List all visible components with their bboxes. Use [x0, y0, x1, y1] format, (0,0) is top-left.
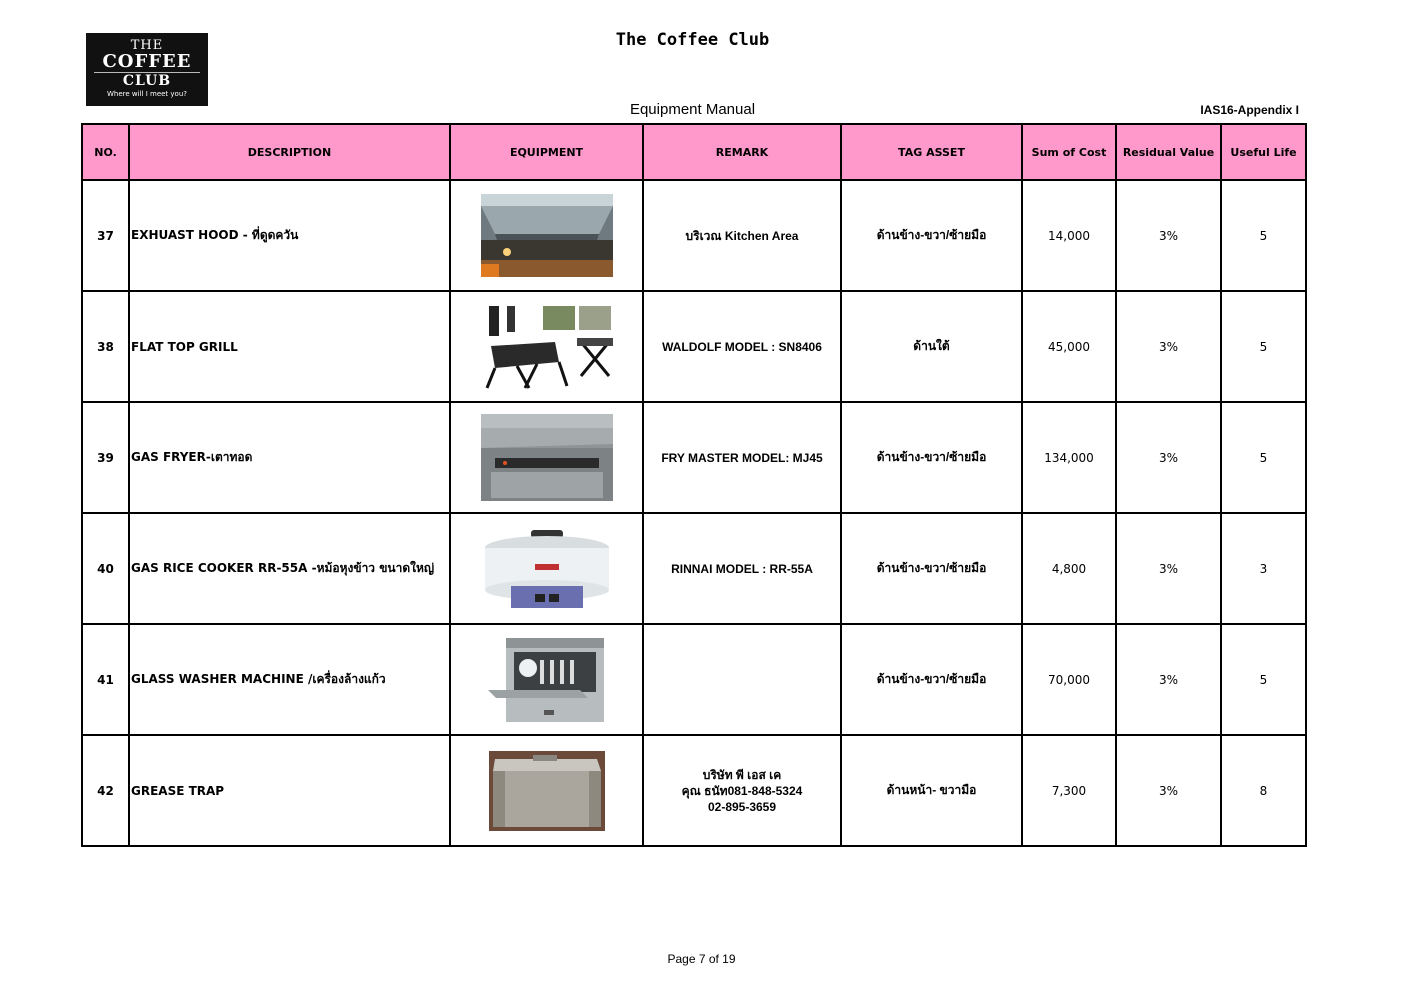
cell-no: 41 — [82, 624, 129, 735]
cell-no: 39 — [82, 402, 129, 513]
cell-description: GAS RICE COOKER RR-55A -หม้อหุงข้าว ขนาดใหญ่ — [129, 513, 450, 624]
cell-residual-value: 3% — [1116, 735, 1221, 846]
cell-sum-of-cost: 70,000 — [1022, 624, 1116, 735]
cell-description: GLASS WASHER MACHINE /เครื่องล้างแก้ว — [129, 624, 450, 735]
cell-sum-of-cost: 7,300 — [1022, 735, 1116, 846]
cell-useful-life: 5 — [1221, 624, 1306, 735]
cell-residual-value: 3% — [1116, 291, 1221, 402]
cell-sum-of-cost: 4,800 — [1022, 513, 1116, 624]
table-row — [82, 735, 1306, 846]
cell-equipment — [450, 402, 643, 513]
cell-useful-life: 3 — [1221, 513, 1306, 624]
cell-no: 37 — [82, 180, 129, 291]
table-row — [82, 291, 1306, 402]
cell-residual-value: 3% — [1116, 513, 1221, 624]
cell-remark — [643, 735, 841, 846]
page-number: Page 7 of 19 — [667, 952, 736, 966]
cell-remark — [643, 291, 841, 402]
appendix-label: IAS16-Appendix I — [1200, 103, 1299, 117]
glass-washer-photo — [484, 634, 610, 726]
logo-line-3: CLUB — [122, 73, 172, 89]
document-title: Equipment Manual — [629, 101, 756, 118]
cell-tag-asset: ด้านหน้า- ขวามือ — [841, 735, 1022, 846]
cell-residual-value: 3% — [1116, 402, 1221, 513]
cell-description: GREASE TRAP — [129, 735, 450, 846]
table-row — [82, 513, 1306, 624]
col-header-equipment: EQUIPMENT — [450, 124, 643, 180]
cell-no: 40 — [82, 513, 129, 624]
cell-equipment — [450, 624, 643, 735]
cell-useful-life: 8 — [1221, 735, 1306, 846]
company-title: The Coffee Club — [615, 30, 770, 50]
cell-no: 42 — [82, 735, 129, 846]
col-header-sum-of-cost: Sum of Cost — [1022, 124, 1116, 180]
cell-sum-of-cost: 134,000 — [1022, 402, 1116, 513]
exhaust-hood-photo — [481, 194, 613, 277]
logo-tagline: Where will I meet you? — [107, 90, 187, 98]
header-row — [82, 124, 1306, 180]
cell-residual-value: 3% — [1116, 624, 1221, 735]
cell-remark — [643, 402, 841, 513]
cell-equipment — [450, 513, 643, 624]
cell-residual-value: 3% — [1116, 180, 1221, 291]
cell-no: 38 — [82, 291, 129, 402]
grill-photo — [477, 302, 617, 392]
cell-tag-asset: ด้านข้าง-ขวา/ซ้ายมือ — [841, 402, 1022, 513]
remark-line: WALDOLF MODEL : SN8406 — [662, 339, 822, 354]
cell-useful-life: 5 — [1221, 402, 1306, 513]
col-header-residual-value: Residual Value — [1116, 124, 1221, 180]
remark-line: บริเวณ Kitchen Area — [685, 228, 799, 243]
col-header-tag-asset: TAG ASSET — [841, 124, 1022, 180]
cell-tag-asset: ด้านข้าง-ขวา/ซ้ายมือ — [841, 513, 1022, 624]
table-row — [82, 180, 1306, 291]
cell-sum-of-cost: 45,000 — [1022, 291, 1116, 402]
cell-remark — [643, 624, 841, 735]
col-header-useful-life: Useful Life — [1221, 124, 1306, 180]
cell-useful-life: 5 — [1221, 180, 1306, 291]
col-header-remark: REMARK — [643, 124, 841, 180]
cell-sum-of-cost: 14,000 — [1022, 180, 1116, 291]
cell-equipment — [450, 180, 643, 291]
col-header-description: DESCRIPTION — [129, 124, 450, 180]
fryer-photo — [481, 414, 613, 501]
remark-line: RINNAI MODEL : RR-55A — [671, 561, 813, 576]
logo-line-1: THE — [130, 38, 164, 53]
logo-line-2: COFFEE — [102, 51, 192, 72]
cell-remark — [643, 513, 841, 624]
cell-useful-life: 5 — [1221, 291, 1306, 402]
cell-tag-asset: ด้านข้าง-ขวา/ซ้ายมือ — [841, 180, 1022, 291]
cell-description: GAS FRYER-เตาทอด — [129, 402, 450, 513]
remark-line: คุณ ธนัท081-848-5324 — [681, 783, 803, 798]
cell-tag-asset: ด้านใต้ — [841, 291, 1022, 402]
cell-equipment — [450, 291, 643, 402]
cell-equipment — [450, 735, 643, 846]
remark-line: บริษัท พี เอส เค — [702, 767, 782, 782]
table-row — [82, 402, 1306, 513]
cell-description: EXHUAST HOOD - ที่ดูดควัน — [129, 180, 450, 291]
table-row — [82, 624, 1306, 735]
remark-line: 02-895-3659 — [707, 799, 777, 814]
cell-tag-asset: ด้านข้าง-ขวา/ซ้ายมือ — [841, 624, 1022, 735]
grease-trap-photo — [489, 751, 605, 831]
company-logo — [86, 33, 208, 106]
col-header-no: NO. — [82, 124, 129, 180]
cell-description: FLAT TOP GRILL — [129, 291, 450, 402]
equipment-table — [81, 123, 1307, 847]
remark-line: FRY MASTER MODEL: MJ45 — [661, 450, 823, 465]
rice-cooker-photo — [481, 524, 613, 614]
cell-remark — [643, 180, 841, 291]
